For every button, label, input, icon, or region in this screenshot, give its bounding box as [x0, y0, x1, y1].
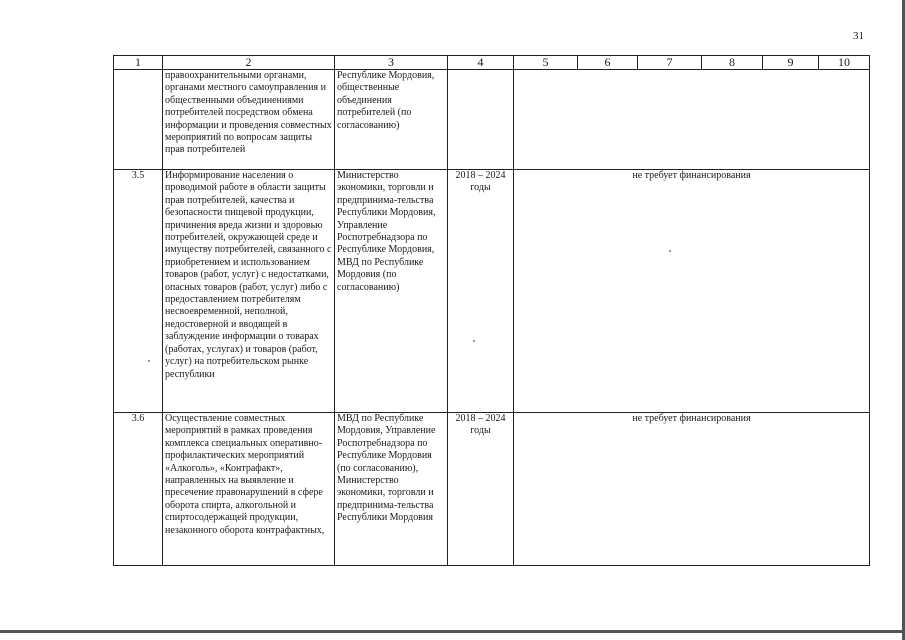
program-table [113, 55, 870, 566]
financing-cell: не требует финансирования [514, 413, 870, 566]
column-number: 8 [702, 56, 763, 70]
column-number: 7 [638, 56, 702, 70]
event-cell: правоохранительными органами, органами местного самоуправления и общественными объединениями потребителей посредством обмена информации и проведения совместных мероприятий по вопросам защиты прав потребителей [163, 70, 335, 170]
column-number: 5 [514, 56, 578, 70]
event-cell: Информирование населения о проводимой работе в области защиты прав потребителей, качества и безопасности пищевой продукции, причинения вреда жизни и здоровью потребителей, окружающей среде и имуществу потребителей, связанного с приобретением и использованием товаров (работ, услуг) с недостатками, опасных товаров (работ, услуг) либо с предоставлением потребителям несвоевременной, неполной, недостоверной и вводящей в заблуждение информации о товарах (работах, услугах) и товаров (работ, услуг) на потребительском рынке республики [163, 170, 335, 413]
column-number-row [114, 56, 870, 70]
executor-cell: Министерство экономики, торговли и предпринима-тельства Республики Мордовия, Управление Роспотребнадзора по Республике Мордовия, МВД по Республике Мордовия (по согласованию) [335, 170, 448, 413]
row-number [114, 70, 163, 170]
executor-cell: Республике Мордовия, общественные объединения потребителей (по согласованию) [335, 70, 448, 170]
column-number: 10 [819, 56, 870, 70]
page-number: 31 [853, 30, 864, 42]
column-number: 6 [578, 56, 638, 70]
period-cell [448, 70, 514, 170]
table-row [114, 70, 870, 170]
table-row [114, 413, 870, 566]
row-number: 3.6 [114, 413, 163, 566]
scan-edge-bottom [0, 630, 905, 633]
column-number: 2 [163, 56, 335, 70]
scan-speck [669, 250, 671, 252]
period-cell: 2018 – 2024 годы [448, 170, 514, 413]
financing-cell: не требует финансирования [514, 170, 870, 413]
row-number: 3.5 [114, 170, 163, 413]
column-number: 3 [335, 56, 448, 70]
period-cell: 2018 – 2024 годы [448, 413, 514, 566]
table-row [114, 170, 870, 413]
column-number: 4 [448, 56, 514, 70]
financing-cell [514, 70, 870, 170]
event-cell: Осуществление совместных мероприятий в рамках проведения комплекса специальных оперативно-профилактических мероприятий «Алкоголь», «Контрафакт», направленных на выявление и пресечение правонарушений в сфере оборота спирта, алкогольной и спиртосодержащей продукции, незаконного оборота контрафактных, [163, 413, 335, 566]
scan-speck [148, 360, 150, 362]
column-number: 9 [763, 56, 819, 70]
scan-speck [473, 340, 475, 342]
executor-cell: МВД по Республике Мордовия, Управление Роспотребнадзора по Республике Мордовия (по согласованию), Министерство экономики, торговли и предпринима-тельства Республики Мордовия [335, 413, 448, 566]
column-number: 1 [114, 56, 163, 70]
